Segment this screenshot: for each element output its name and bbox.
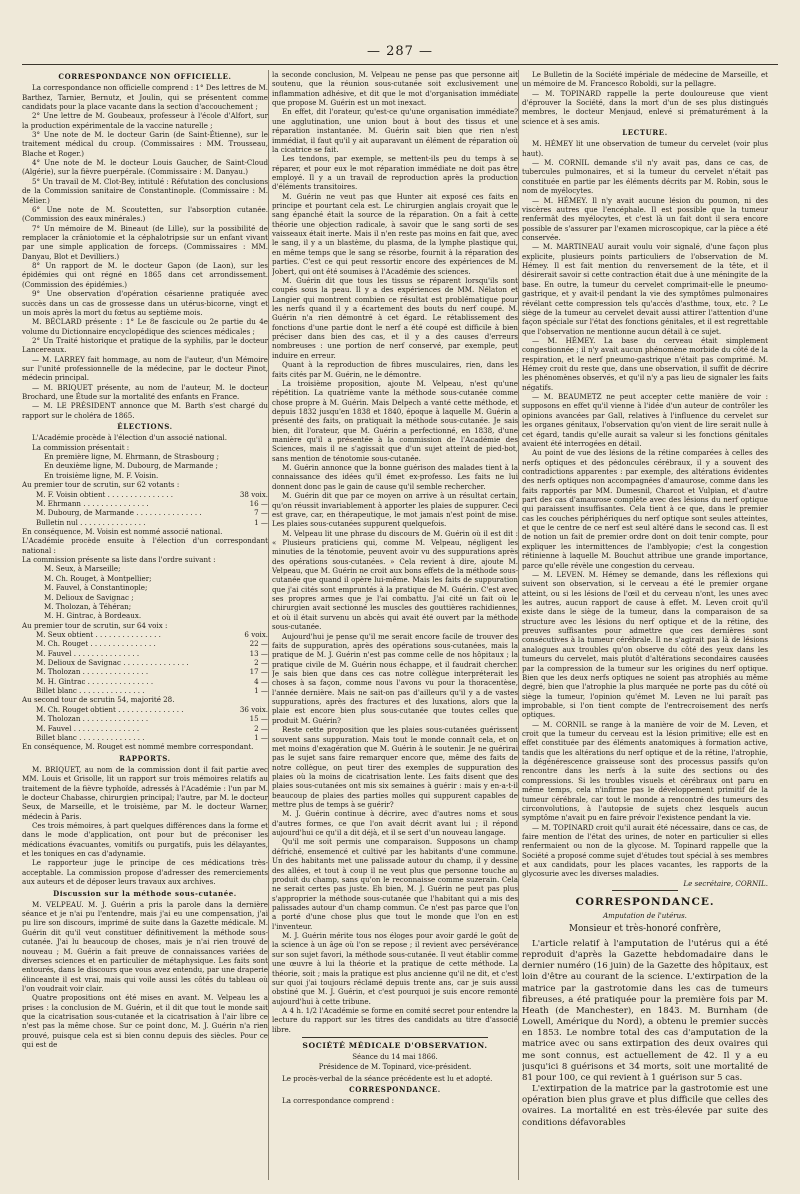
paragraph: Le Bulletin de la Société impériale de médecine de Marseille, et un mémoire de M. Francesco Roboldi, sur la pellagre. xyxy=(522,70,768,89)
paragraph: 2° Une lettre de M. Goubeaux, professeur à l'école d'Alfort, sur la production expérimentale de la vaccine naturelle ; xyxy=(22,111,268,130)
paragraph: M. J. Guérin continue à décrire, avec d'autres noms et sous d'autres formes, ce que l'on avait décrit avant lui ; il répond aujourd'hui ce qu'il a dit déjà, et il se sert d'un nouveau langage. xyxy=(272,809,518,838)
paragraph: M. VELPEAU. M. J. Guérin a pris la parole dans la dernière séance et je n'ai pu l'entendre, mais j'ai eu une compensation, j'ai pu lire son discours, imprimé de suite dans la Gazette médicale. M. Guérin dit qu'il veut constituer définitivement la méthode sous-cutanée. J'ai lu beaucoup de choses, mais je n'ai rien trouvé de nouveau ; M. Guérin a fait preuve de connaissances variées de diverses sciences et en particulier de métaphysique. Les faits sont entourés, dans le discours que vous avez entendu, par une draperie élinceante il est vrai, mais qui voile aussi les côtés du tableau où l'on voudrait voir clair. xyxy=(22,899,268,993)
meeting-president: Présidence de M. Topinard, vice-président. xyxy=(318,1063,472,1072)
list-item: M. Seux, à Marseille; xyxy=(44,564,121,574)
column-3 xyxy=(522,70,768,1182)
section-heading: RAPPORTS. xyxy=(119,753,171,763)
paragraph: Qu'il me soit permis une comparaison. Supposons un champ défriché, ensemencé et cultivé par les habitants d'une commune. Un des habitants met une palissade autour du champ, il y dessine des allées, et tout à coup il ne veut plus que personne touche au produit du champ, sans qu'on le reconnaisse comme suzerain. Cela ne serait certes pas juste. Eh bien, M. J. Guérin ne peut pas plus s'approprier la méthode sous-cutanée que l'habitant qui a mis des palissades autour d'un champ commun. Ce n'est pas parce que l'on a porté d'une chose plus que tout le monde que l'on en est l'inventeur. xyxy=(272,837,518,931)
paragraph: 6° Une note de M. Scoutetten, sur l'absorption cutanée. (Commission des eaux minérales.) xyxy=(22,204,268,224)
paragraph: M. BÉCLARD présente : 1° Le 8e fascicule ou 2e partie du 4e volume du Dictionnaire encyclopédique des sciences médicales ; xyxy=(22,317,268,336)
paragraph: La commission présentait : xyxy=(32,442,130,452)
section-heading: CORRESPONDANCE NON OFFICIELLE. xyxy=(58,72,232,81)
paragraph: Les tendons, par exemple, se mettent-ils peu du temps à se réparer, et pour eux le mot réparation immédiate ne doit pas être employé. Il y a un travail de reproduction après la production d'éléments transitoires. xyxy=(272,154,518,192)
vote-row: M. Tholozan . . . 15 — xyxy=(22,714,268,723)
top-rule xyxy=(22,64,778,65)
section-heading: CORRESPONDANCE. xyxy=(575,896,715,909)
paragraph: 9° Une observation d'opération césarienne pratiquée avec succès dans un cas de grossesse dans un utérus-bicorne, vingt et un mois après la mort du fœtus au septième mois. xyxy=(22,289,268,317)
paragraph: — M. LE PRÉSIDENT annonce que M. Barth s'est chargé du rapport sur le choléra de 1865. xyxy=(22,401,268,420)
paragraph: L'Académie procède ensuite à l'élection d'un correspondant national : xyxy=(22,536,268,555)
section-heading: Discussion sur la méthode sous-cutanée. xyxy=(53,888,237,898)
list-item: En troisième ligne, M. F. Voisin. xyxy=(44,470,159,480)
paragraph: A 4 h. 1/2 l'Académie se forme en comité secret pour entendre la lecture du rapport sur les titres des candidats au titre d'associé libre. xyxy=(272,1005,518,1034)
letter-greeting: Monsieur et très-honoré confrère, xyxy=(568,924,722,935)
column-1 xyxy=(22,70,268,1182)
vote-row: M. Fauvel . . . 13 — xyxy=(22,649,268,658)
article-subtitle: Amputation de l'utérus. xyxy=(603,912,687,920)
section-heading: SOCIÉTÉ MÉDICALE D'OBSERVATION. xyxy=(302,1041,488,1051)
column-2 xyxy=(272,70,518,1182)
column-rule-2 xyxy=(518,70,519,1180)
paragraph: 7° Un mémoire de M. Bineaut (de Lille), sur la possibilité de remplacer la crâniotomie et la céphalotripsie sur un enfant vivant par une simple application de forceps. (Commissaires : MM. Danyau, Blot et Devilliers.) xyxy=(22,223,268,261)
paragraph: En conséquence, M. Voisin est nommé associé national. xyxy=(22,527,223,536)
vote-table-3 xyxy=(22,705,268,742)
paragraph: M. BRIQUET, au nom de la commission dont il fait partie avec MM. Louis et Grisolle, lit un rapport sur trois mémoires relatifs au traitement de la fièvre typhoïde, adressés à l'Académie : l'un par M. le docteur Chabasse, chirurgien principal; l'autre, par M. le docteur Seux, de Marseille, et le troisième, par M. le docteur Warner, médecin à Paris. xyxy=(22,764,268,821)
paragraph: M. Guérin dit que tous les tissus se réparent lorsqu'ils sont coupés sous la peau. Il y a des expériences de MM. Nélaton et Langier qui montrent combien ce résultat est problématique pour les nerfs quand il y a écartement des bouts du nerf coupé. M. Guérin n'a rien démontré à cet égard. Le rétablissement des fonctions d'une partie dont le nerf a été coupé est difficile à bien préciser dans bien des cas, et il y a des causes d'erreurs nombreuses : une portion de nerf conservé, par exemple, peut induire en erreur. xyxy=(272,275,518,360)
paragraph: Le procès-verbal de la séance précédente est lu et adopté. xyxy=(282,1073,493,1083)
paragraph: 3° Une note de M. le docteur Garin (de Saint-Étienne), sur le traitement médical du croup. (Commissaires : MM. Trousseau, Blache et Roger.) xyxy=(22,130,268,158)
paragraph: — M. LARREY fait hommage, au nom de l'auteur, d'un Mémoire sur l'unité professionnelle de la médecine, par le docteur Pinot, médecin principal. xyxy=(22,354,268,383)
paragraph: — M. CORNIL demande s'il n'y avait pas, dans ce cas, de tubercules pulmonaires, et si la tumeur du cervelet n'était pas constituée en partie par les éléments décrits par M. Robin, sous le nom de myélocytes. xyxy=(522,158,768,196)
vote-row: M. Seux obtient . . . 6 voix. xyxy=(22,630,268,639)
list-item: En première ligne, M. Ehrmann, de Strasbourg ; xyxy=(44,452,219,462)
paragraph: L'article relatif à l'amputation de l'utérus qui a été reproduit d'après la Gazette hebdomadaire dans le dernier numéro (16 juin) de la Gazette des hôpitaux, est loin d'être au courant de la science. L'extirpation de la matrice par la gastrotomie dans les cas de tumeurs fibreuses, a été pratiquée pour la première fois par M. Heath (de Manchester), en 1843. M. Burnham (de Lowell, Amérique du Nord), a obtenu le premier succès en 1853. Le nombre total des cas d'amputation de la matrice avec ou sans extirpation des deux ovaires qui me sont connus, est actuellement de 42. Il y a eu jusqu'ici 8 guérisons et 34 morts, soit une mortalité de 81 pour 100, ce qui revient à 1 guérison sur 5 cas. xyxy=(522,938,768,1083)
paragraph: En effet, dit l'orateur, qu'est-ce qu'une organisation immédiate? une agglutination, une union bout à bout des tissus et une réparation instantanée. M. Guérin sait bien que rien n'est immédiat, il faut qu'il y ait auparavant un élément de réparation où la cicatrice se fait. xyxy=(272,107,518,154)
paragraph: M. Guérin dit que par ce moyen on arrive à un résultat certain, qu'on réussit invariablement à apporter les plaies de suppurer. Ceci est grave, car, en thérapeutique, le mot jamais n'est point de mise. Les plaies sous-cutanées suppurent quelquefois. xyxy=(272,491,518,529)
paragraph: Le rapporteur juge le principe de ces médications très-acceptable. La commission propose d'adresser des remerciements aux auteurs et de déposer leurs travaux aux archives. xyxy=(22,858,268,887)
paragraph: La correspondance non officielle comprend : 1° Des lettres de M. Barthez, Tarnier, Bernutz, et Joulin, qui se présentent comme candidats pour la place vacante dans la section d'accouchement ; xyxy=(22,83,268,111)
separator-rule xyxy=(302,1037,488,1038)
list-item: M. Delioux de Savignac ; xyxy=(44,592,134,602)
paragraph: — M. TOPINARD rappelle la perte douloureuse que vient d'éprouver la Société, dans la mort d'un de ses plus distingués membres, le docteur Menjaud, enlevé si prématurément à la science et à ses amis. xyxy=(522,88,768,126)
paragraph: M. Guérin annonce que la bonne guérison des malades tient à la connaissance des idées qu'il émet ex-professo. Les faits ne lui donnent donc pas le gain de cause qu'il semble rechercher. xyxy=(272,463,518,491)
paragraph: M. Guérin ne veut pas que Hunter ait exposé ces faits en principe et pourtant cela est. Le chirurgien anglais croyait que le sang épanché était la source de la réparation. On a fait à cette théorie une objection radicale, à savoir que le sang sorti de ses vaisseaux était inerte. Mais il n'en reste pas moins en fait que, avec le sang, il y a un blastème, du plasma, de la lymphe plastique qui, en même temps que le sang se résorbe, fournit à la réparation des parties. C'est ce qui peut ressortir encore des expériences de M. Jobert, qui ont été soumises à l'Académie des sciences. xyxy=(272,191,518,276)
vote-table-1 xyxy=(22,490,268,527)
paragraph: Ces trois mémoires, à part quelques différences dans la forme et dans le mode d'application, ont pour but de préconiser les médications évacuantes, vomitifs ou purgatifs, puis les délayantes, et les toniques en cas d'adynamie. xyxy=(22,821,268,859)
column-rule-1 xyxy=(268,70,269,1180)
paragraph: 2° Un Traité historique et pratique de la syphilis, par le docteur Lancereaux. xyxy=(22,335,268,355)
paragraph: 5° Un travail de M. Clot-Bey, intitulé : Réfutation des conclusions de la Commission sanitaire de Constantinople. (Commissaire : M. Mélier.) xyxy=(22,176,268,205)
paragraph: L'Académie procède à l'élection d'un associé national. xyxy=(32,433,227,443)
vote-table-2 xyxy=(22,630,268,696)
vote-row: M. Ch. Rouget . . . 22 — xyxy=(22,639,268,648)
paragraph: 8° Un rapport de M. le docteur Gapon (de Laon), sur les épidémies qui ont régné en 1865 dans cet arrondissement. (Commission des épidémies.) xyxy=(22,261,268,289)
vote-row: M. F. Voisin obtient . . . 38 voix. xyxy=(22,490,268,499)
vote-row: M. Delioux de Savignac . . . 2 — xyxy=(22,658,268,667)
paragraph: Quatre propositions ont été mises en avant. M. Velpeau les a prises : la conclusion de M. Guérin, et il dit que tout le monde sait que la cicatrisation sous-cutanée et la cicatrisation à l'air libre ce n'est pas la même chose. Sur ce point donc, M. J. Guérin n'a rien prouvé, puisque cela est si bien connu depuis des siècles. Pour ce qui est de xyxy=(22,993,268,1050)
page-number: — 287 — xyxy=(366,44,434,59)
paragraph: Au premier tour de scrutin, sur 64 voix : xyxy=(22,620,168,630)
separator-rule xyxy=(612,890,678,891)
paragraph: M. HÉMEY lit une observation de tumeur du cervelet (voir plus haut). xyxy=(522,139,768,158)
vote-row: M. H. Gintrac . . . 4 — xyxy=(22,677,268,686)
paragraph: — M. LEVEN. M. Hémey se demande, dans les réflexions qui suivent son observation, si le cerveau a été le premier organe atteint, ou si les lésions de l'œil et du cerveau n'ont, les unes avec les autres, aucun rapport de cause à effet. M. Leven croit qu'il existe dans le siège de la tumeur, dans la comparaison de sa structure avec les lésions du nerf optique et de la rétine, des preuves suffisantes pour admettre que ces dernières sont consécutives à la tumeur cérébrale. Il ne s'agirait pas là de lésions analogues aux troubles qu'on observe du côté des yeux dans les tumeurs du cervelet, mais plutôt d'altérations secondaires causées par la compression de la tumeur sur les origines du nerf optique. Bien que les deux nerfs optiques ne soient pas atrophiés au même degré, bien que l'atrophie la plus marquée ne porte pas du côté où siège la tumeur, l'opinion qu'émet M. Leven ne lui paraît pas improbable, si l'on tient compte de l'entrecroisement des nerfs optiques. xyxy=(522,569,768,720)
section-heading: ÉLECTIONS. xyxy=(117,422,173,432)
paragraph: Au second tour de scrutin 54, majorité 28. xyxy=(22,695,175,705)
paragraph: Reste cette proposition que les plaies sous-cutanées guérissent souvent sans suppuration. Mais tout le monde connaît cela, et on met moins d'exagération que M. Guérin à le soutenir. Je ne guérirai pas le sujet sans faire remarquer encore que, même des faits de notre collègue, on peut tirer des exemples de suppuration des plaies où la moins de cicatrisation lente. Les faits disent que des plaies sous-cutanées ont mis six semaines à guérir : mais y en-a-t-il beaucoup de plaies des parties molles qui suppurent capables de mettre plus de temps à se guérir? xyxy=(272,725,518,810)
meeting-date: Séance du 14 mai 1866. xyxy=(352,1053,438,1062)
vote-row: Billet blanc . . . 1 — xyxy=(22,733,268,742)
paragraph: — M. CORNIL se range à la manière de voir de M. Leven, et croit que la tumeur du cerveau est la lésion primitive; elle est en effet constituée par des éléments anatomiques à formation active, tandis que les altérations du nerf optique et de la rétine, l'atrophie, la dégénérescence graisseuse sont des processus passifs qu'on rencontre dans les nerfs à la suite des sections ou des compressions. Si les troubles visuels et cérébraux ont paru en même temps, cela n'infirme pas le développement primitif de la tumeur cérébrale, car tout le monde a rencontré des tumeurs des circonvolutions, à l'autopsie de sujets chez lesquels aucun symptôme n'avait pu en faire prévoir l'existence pendant la vie. xyxy=(522,719,768,823)
section-heading: CORRESPONDANCE. xyxy=(349,1084,441,1094)
paragraph: 4° Une note de M. le docteur Louis Gaucher, de Saint-Cloud (Algérie), sur la fièvre puerpérale. (Commissaire : M. Danyau.) xyxy=(22,158,268,177)
paragraph: — M. BEAUMETZ ne peut accepter cette manière de voir : supposons en effet qu'il vienne à l'idée d'un auteur de contrôler les opinions avancées par Gall, relatives à l'influence du cervelet sur les organes génitaux, l'observation qu'on vient de lire serait nulle à cet égard, tandis qu'elle aurait sa valeur si les fonctions génitales avaient été interrogées en détail. xyxy=(522,392,768,448)
paragraph: — M. HÉMEY. La base du cerveau était simplement congestionnée ; il n'y avait aucun phénomène morbide du côté de la respiration, et le nerf pneumo-gastrique n'était pas comprimé. M. Hémey croit du reste que, dans une observation, il suffit de décrire les phénomènes observés, et qu'il n'y a pas lieu de signaler les faits négatifs. xyxy=(522,335,768,392)
vote-row: Bulletin nul . . . 1 — xyxy=(22,518,268,527)
vote-row: M. Fauvel . . . 2 — xyxy=(22,724,268,733)
list-item: M. Tholozan, à Téhéran; xyxy=(44,601,132,611)
list-item: M. H. Gintrac, à Bordeaux. xyxy=(44,611,142,621)
vote-row: M. Ch. Rouget obtient . . . 36 voix. xyxy=(22,705,268,714)
paragraph: Aujourd'hui je pense qu'il me serait encore facile de trouver des faits de suppuration, après des opérations sous-cutanées, mais la pratique de M. J. Guérin n'est pas comme celle de nos hôpitaux ; la pratique civile de M. Guérin nous échappe, et il faudrait chercher. Je sais bien que dans ces cas notre collègue interpréterait les choses à sa façon, comme nous l'avons vu pour la thoracentèse, l'année dernière. Mais ne sait-on pas d'ailleurs qu'il y a de vastes suppurations, après des fractures et des luxations, alors que la plaie est encore bien plus sous-cutanée que toutes celles que produit M. Guérin? xyxy=(272,631,518,725)
vote-row: M. Ehrmann . . . 16 — xyxy=(22,499,268,508)
paragraph: Quant à la reproduction de fibres musculaires, rien, dans les faits cités par M. Guérin, ne le démontre. xyxy=(272,360,518,379)
vote-row: M. Tholozan . . . 17 — xyxy=(22,667,268,676)
paragraph: — M. TOPINARD croit qu'il aurait été nécessaire, dans ce cas, de faire mention de l'état des urines, de noter en particulier si elles renfermaient ou non de la glycose. M. Topinard rappelle que la Société a proposé comme sujet d'études tout spécial à ses membres et aux candidats, pour les places vacantes, les rapports de la glycosurie avec les diverses maladies. xyxy=(522,822,768,879)
paragraph: — M. HÉMEY. Il n'y avait aucune lésion du poumon, ni des viscères autres que l'encéphale. Il est possible que la tumeur renfermât des myélocytes, et c'est là un fait dont il sera encore possible de s'assurer par l'examen microscopique, car la pièce a été conservée. xyxy=(522,195,768,242)
vote-row: Billet blanc . . . 1 — xyxy=(22,686,268,695)
signature: Le secrétaire, CORNIL. xyxy=(683,878,768,888)
list-item: M. Ch. Rouget, à Montpellier; xyxy=(44,573,152,583)
paragraph: M. J. Guérin mérite tous nos éloges pour avoir gardé le goût de la science à un âge où l'on se repose ; il revient avec persévérance sur son sujet favori, la méthode sous-cutanée. Il veut établir comme une œuvre à lui la théorie et la pratique de cette méthode. La théorie, soit ; mais la pratique est plus ancienne qu'il ne dit, et c'est sur quoi j'ai toujours réclamé depuis trente ans, car je suis aussi obstiné que M. J. Guérin, et c'est pourquoi je suis encore remonté aujourd'hui à cette tribune. xyxy=(272,931,518,1006)
paragraph: La troisième proposition, ajoute M. Velpeau, n'est qu'une répétition. La quatrième vante la méthode sous-cutanée comme chose propre à M. Guérin. Mais Delpech a vanté cette méthode, et depuis 1832 jusqu'en 1838 et 1840, époque à laquelle M. Guérin a présenté des faits, on pratiquait la méthode sous-cutanée. Je sais bien, dit l'orateur, que M. Guérin a perfectionné, en 1838, d'une manière qu'il a présentée à la commission de l'Académie des Sciences, mais il ne s'agissait que d'un sujet atteint de pied-bot, sans mention de ténotomie sous-cutanée. xyxy=(272,378,518,463)
paragraph: En conséquence, M. Rouget est nommé membre correspondant. xyxy=(22,742,254,752)
paragraph: M. Velpeau lit une phrase du discours de M. Guérin où il est dit : « Plusieurs praticiens qui, comme M. Velpeau, négligent les minuties de la ténotomie, peuvent avoir vu des suppurations après des opérations sous-cutanées. » Cela revient à dire, ajoute M. Velpeau, que M. Guérin ne croit aux bons effets de la méthode sous-cutanée que quand il opère lui-même. Mais les faits de suppuration que j'ai cités sont empruntés à la pratique de M. Guérin. C'est avec ses propres armes que je l'ai combattu. J'ai cité un fait où le chirurgien avait sectionné les muscles des gouttières rachidiennes, et où il était survenu un abcès qui avait été ouvert par la méthode sous-cutanée. xyxy=(272,528,518,632)
paragraph: La commission présente sa liste dans l'ordre suivant : xyxy=(22,555,216,565)
list-item: M. Fauvel, à Constantinople; xyxy=(44,583,148,593)
paragraph: Au premier tour de scrutin, sur 62 votants : xyxy=(22,480,180,490)
paragraph: la seconde conclusion, M. Velpeau ne pense pas que personne ait soutenu, que la réunion sous-cutanée soit exclusivement une inflammation adhésive, et dit que le mot d'organisation immédiate que propose M. Guérin est un mot inexact. xyxy=(272,70,518,108)
paragraph: L'extirpation de la matrice par la gastrotomie est une opération bien plus grave et plus difficile que celles des ovaires. La mortalité en est très-élevée par suite des conditions défavorables xyxy=(522,1084,768,1128)
paragraph: Au point de vue des lésions de la rétine comparées à celles des nerfs optiques et des pédoncules cérébraux, il y a souvent des contradictions apparentes : par exemple, des altérations évidentes des nerfs optiques non accompagnées d'amaurose, comme dans les faits rapportés par MM. Dumesnil, Charcot et Vulpian, et d'autre part des cas d'amaurose complète avec des lésions du nerf optique qui paraissent insuffisantes. Cela tient à ce que, dans le premier cas les couches périphériques du nerf optique sont seules atteintes, et que le centre de ce nerf est seul altéré dans le second cas. Il est de notion un fait de premier ordre dont on doit tenir compte, pour expliquer les intermittences de l'amblyopie; c'est la congestion rétinienne à laquelle M. Bouchut attribue une grande importance, parce qu'elle révèle une congestion du cerveau. xyxy=(522,448,768,570)
paragraph: La correspondance comprend : xyxy=(282,1096,395,1106)
paragraph: — M. MARTINEAU aurait voulu voir signalé, d'une façon plus explicite, plusieurs points particuliers de l'observation de M. Hémey. Il est fait mention du renversement de la tête, et il désirerait savoir si cette contraction était due à une méningite de la base. En outre, la tumeur du cervelet comprimait-elle le pneumo-gastrique, et y avait-il pendant la vie des symptômes pulmonaires révélant cette compression tels qu'accès d'asthme, toux, etc. ? Le siège de la tumeur au cervelet devait aussi attirer l'attention d'une façon spéciale sur l'état des fonctions génitales, et il est regrettable que l'observation ne mentionne aucun détail à ce sujet. xyxy=(522,242,768,336)
paragraph: — M. BRIQUET présente, au nom de l'auteur, M. le docteur Brochard, une Étude sur la mortalité des enfants en France. xyxy=(22,382,268,402)
vote-row: M. Dubourg, de Marmande . . . 7 — xyxy=(22,508,268,517)
list-item: En deuxième ligne, M. Dubourg, de Marmande ; xyxy=(44,461,218,471)
section-heading: LECTURE. xyxy=(622,128,668,138)
